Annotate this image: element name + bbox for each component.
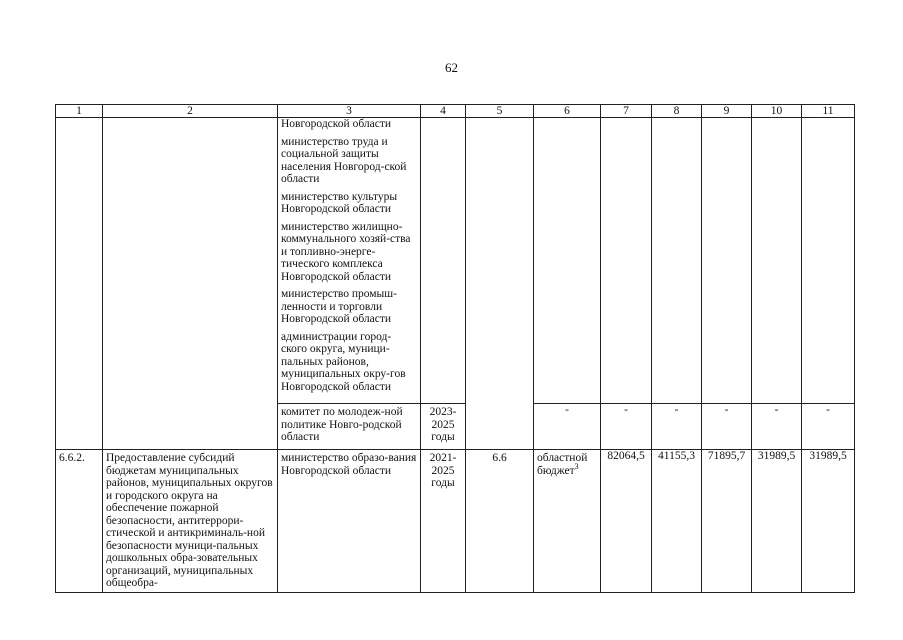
column-header: 9 xyxy=(702,105,752,118)
column-header: 1 xyxy=(56,105,103,118)
column-header: 5 xyxy=(466,105,534,118)
page-number: 62 xyxy=(445,60,458,75)
agency-text: министерство жилищно-коммунального хозяй-ства и топливно-энерге-тического комплекса Новгородской области xyxy=(281,220,411,283)
cell-name xyxy=(103,118,278,450)
header-row xyxy=(56,105,855,118)
cell-value: 41155,3 xyxy=(652,450,702,593)
cell-value: 31989,5 xyxy=(802,450,855,593)
cell-target xyxy=(466,450,534,593)
cell-value xyxy=(601,118,652,404)
cell-value: - xyxy=(752,404,802,450)
cell-agencies xyxy=(278,118,421,404)
agency-text: Новгородской области xyxy=(281,118,392,130)
cell-value: 31989,5 xyxy=(752,450,802,593)
table-row xyxy=(56,118,855,404)
column-header: 6 xyxy=(534,105,601,118)
cell-source: - xyxy=(534,404,601,450)
cell-value xyxy=(802,118,855,404)
years-text: 2021-2025 годы xyxy=(429,452,457,489)
cell-years xyxy=(421,404,466,450)
cell-source xyxy=(534,450,601,593)
cell-value: 82064,5 xyxy=(601,450,652,593)
table-row xyxy=(56,450,855,593)
cell-target xyxy=(466,118,534,450)
cell-number xyxy=(56,118,103,450)
source-label: областной бюджет xyxy=(537,452,588,477)
target-text: 6.6 xyxy=(492,452,507,464)
cell-years xyxy=(421,118,466,404)
cell-name xyxy=(103,450,278,593)
column-header: 7 xyxy=(601,105,652,118)
cell-value: - xyxy=(702,404,752,450)
column-header: 10 xyxy=(752,105,802,118)
cell-agency xyxy=(278,450,421,593)
years-text: 2023-2025 годы xyxy=(429,406,457,443)
cell-source xyxy=(534,118,601,404)
program-table xyxy=(55,104,855,593)
cell-value: - xyxy=(802,404,855,450)
column-header: 4 xyxy=(421,105,466,118)
cell-value: - xyxy=(601,404,652,450)
column-header: 8 xyxy=(652,105,702,118)
cell-value xyxy=(752,118,802,404)
agency-text: комитет по молодеж-ной политике Новго-родской области xyxy=(281,406,403,443)
cell-value: 71895,7 xyxy=(702,450,752,593)
cell-value xyxy=(702,118,752,404)
agency-text: министерство промыш-ленности и торговли Новгородской области xyxy=(281,288,397,325)
cell-number xyxy=(56,450,103,593)
cell-value xyxy=(652,118,702,404)
item-name: Предоставление субсидий бюджетам муниципальных районов, муниципальных округов и городского округа на обеспечение пожарной безопасности, антитеррори-стической и антикриминаль-ной безопасности муници-пальных дошкольных обра-зовательных организаций, муниципальных общеобра- xyxy=(106,452,273,589)
agency-text: администрации город-ского округа, муници-пальных районов, муниципальных окру-гов Новгородской области xyxy=(281,330,406,393)
agency-text: министерство образо-вания Новгородской области xyxy=(281,452,417,477)
column-header: 2 xyxy=(103,105,278,118)
item-number: 6.6.2. xyxy=(59,452,85,464)
cell-agency xyxy=(278,404,421,450)
cell-years xyxy=(421,450,466,593)
agency-text: министерство труда и социальной защиты населения Новгород-ской области xyxy=(281,135,407,185)
cell-value: - xyxy=(652,404,702,450)
column-header: 11 xyxy=(802,105,855,118)
source-text xyxy=(537,450,597,477)
agency-text: министерство культуры Новгородской области xyxy=(281,190,398,215)
footnote-mark: 3 xyxy=(574,461,579,471)
column-header: 3 xyxy=(278,105,421,118)
